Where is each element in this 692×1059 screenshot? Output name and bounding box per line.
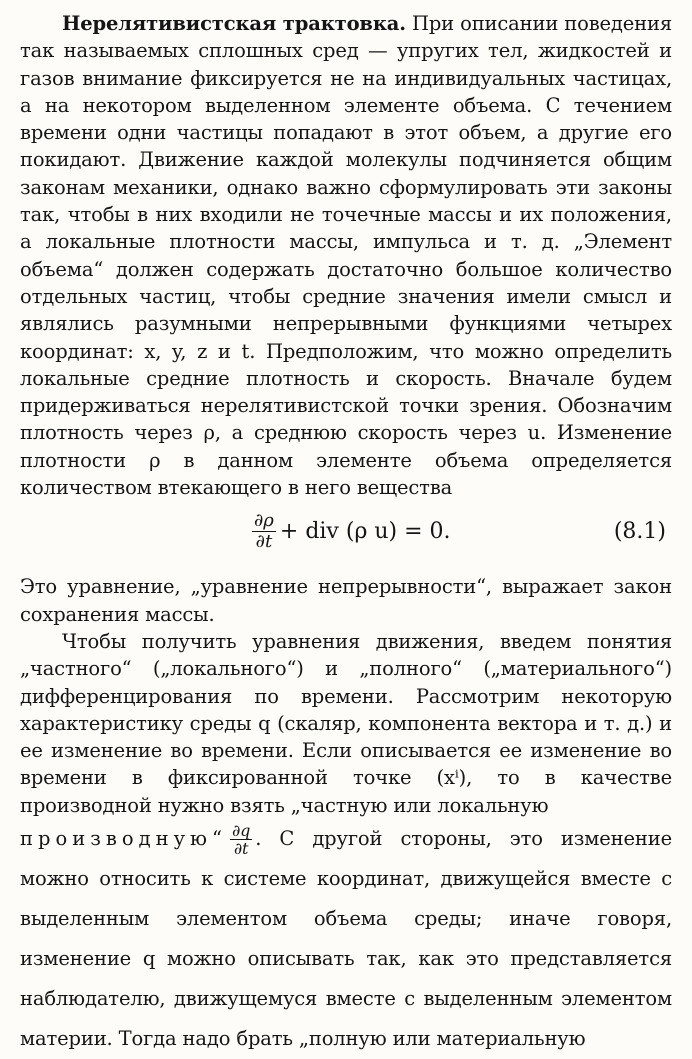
paragraph-intro-text: При описании поведения так называемых сплошных сред — упругих тел, жидкостей и газов внимание фиксируется не на индивидуальных частицах, а на некотором выделенном элементе объема. С течением времени одни частицы попадают в этот объем, а другие его покидают. Движение каждой молекулы подчиняется общим законам механики, однако важно сформулировать эти законы так, чтобы в них входили не точечные массы и их положения, а локальные плотности массы, импульса и т. д. „Элемент объема“ должен содержать достаточно большое количество отдельных частиц, чтобы средние значения имели смысл и являлись разумными непрерывными функциями четырех координат: x, y, z и t. Предположим, что можно определить локальные средние плотность и скорость. Вначале будем придерживаться нерелятивистской точки зрения. Обозначим плотность через ρ, а среднюю скорость через u. Изменение плотности ρ в данном элементе объема определяется количеством втекающего в него вещества — [20, 12, 673, 500]
inline-fraction-numerator: ∂q — [232, 821, 251, 841]
equation-8-1 — [20, 505, 672, 567]
inline-fraction — [230, 822, 252, 857]
equation-body — [252, 511, 451, 552]
spaced-term: производную“ — [20, 827, 227, 851]
paragraph-derivatives-line — [20, 819, 672, 1059]
paragraph-derivatives-text-c: . С другой стороны, это изменение можно относить к системе координат, движущейся вместе с выделенным элементом объема среды; иначе говоря, изменение q можно описывать так, как это представляется наблюдателю, движущемуся вместе с выделенным элементом материи. Тогда надо брать „полную или материальную — [20, 827, 672, 1051]
fraction-numerator: ∂ρ — [254, 510, 274, 532]
section-heading: Нерелятивистская трактовка. — [62, 12, 406, 35]
partial-derivative-fraction — [252, 511, 276, 552]
equation-rest: + div (ρ u) = 0. — [279, 519, 451, 545]
inline-fraction-denominator: ∂t — [233, 839, 249, 859]
paragraph-derivatives-text-a: Чтобы получить уравнения движения, введем понятия „частного“ („локального“) и „полного“ („материального“) дифференцирования по времени. Рассмотрим некоторую характеристику среды q (скаляр, компонента вектора и т. д.) и ее изменение во времени. Если описывается ее изменение во времени в фиксированной точке (xⁱ), то в качестве производной нужно взять „частную или локальную — [20, 629, 672, 817]
paragraph-continuity: Это уравнение, „уравнение непрерывности“, выражает закон сохранения массы. — [20, 575, 672, 626]
fraction-denominator: ∂t — [255, 531, 273, 553]
paragraph-intro — [20, 10, 672, 501]
paragraph-derivatives — [20, 628, 672, 819]
equation-number: (8.1) — [613, 519, 666, 545]
